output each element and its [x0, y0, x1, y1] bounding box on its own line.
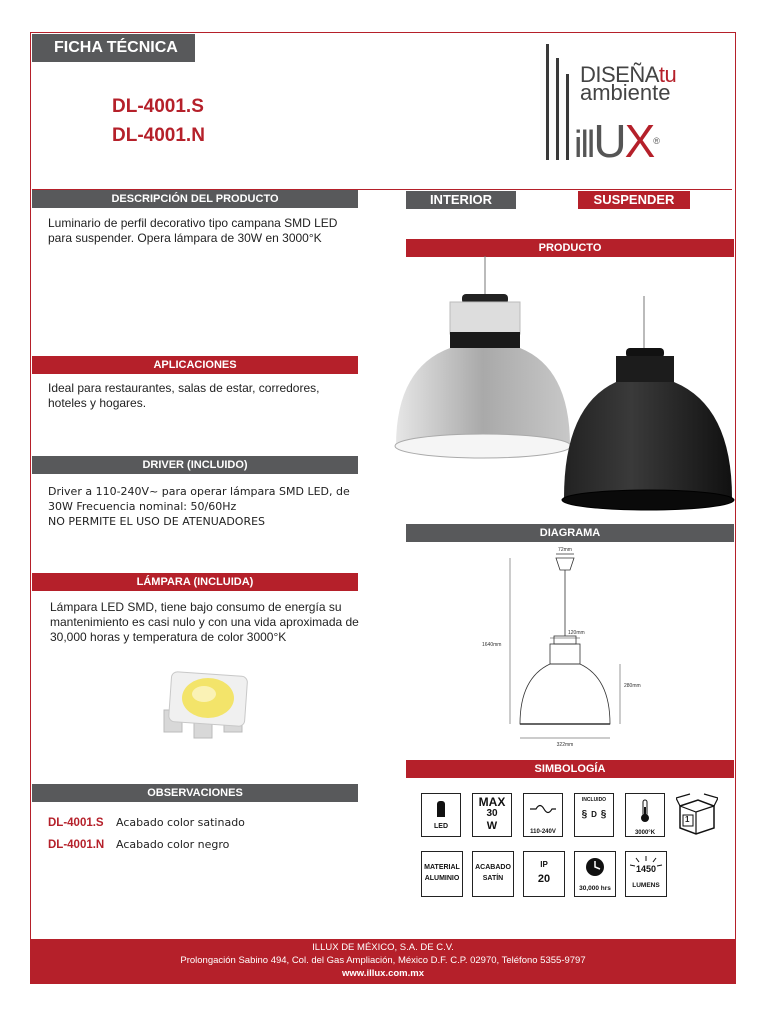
lampara-text: Lámpara LED SMD, tiene bajo consumo de energía su mantenimiento es casi nulo y con una vida aproximada de 30,000 horas y temperatura de color 3000°K	[50, 600, 359, 644]
driver-text: Driver a 110-240V~ para operar lámpara SMD LED, de 30W Frecuencia nominal: 50/60Hz NO PERMITE EL USO DE ATENUADORES	[48, 485, 350, 528]
aplicaciones-header: APLICACIONES	[32, 356, 358, 374]
simbologia-header: SIMBOLOGÍA	[406, 760, 734, 778]
model-titles	[112, 92, 205, 150]
product-pendant-lamps-image	[380, 256, 740, 516]
color-temp-symbol: 3000°K	[625, 793, 665, 837]
footer-company: ILLUX DE MÉXICO, S.A. DE C.V.	[312, 942, 454, 953]
box-quantity-symbol: 1	[676, 792, 718, 838]
ficha-tecnica-label: FICHA TÉCNICA	[32, 34, 195, 62]
footer-website-link[interactable]: www.illux.com.mx	[341, 968, 424, 979]
coil-icon: §	[581, 809, 588, 820]
max-watts-symbol: MAX 30 W	[472, 793, 512, 837]
tag-suspender: SUSPENDER	[578, 191, 690, 209]
dim-total-height: 1640mm	[482, 642, 502, 648]
driver-included-symbol: INCLUIDO § D §	[574, 793, 614, 837]
lifetime-symbol: 30,000 hrs	[574, 851, 616, 897]
logo-tagline-1: DISEÑAtu	[580, 62, 677, 87]
illux-logo	[540, 40, 710, 170]
thermometer-icon	[639, 799, 651, 823]
ac-wave-icon	[528, 800, 558, 818]
footer-address: Prolongación Sabino 494, Col. del Gas Ampliación, México D.F. C.P. 02970, Teléfono 5355-9797	[180, 955, 586, 966]
box-icon	[676, 792, 718, 838]
model-n-title: DL-4001.N	[112, 125, 205, 146]
coil-icon: §	[600, 809, 607, 820]
smd-led-chip-image	[150, 660, 260, 750]
dim-neck-width: 120mm	[568, 630, 585, 636]
footer	[30, 939, 736, 984]
dim-base-width: 322mm	[556, 742, 574, 748]
logo-wordmark: illUX®	[574, 115, 658, 167]
diagrama-header: DIAGRAMA	[406, 524, 734, 542]
model-s-title: DL-4001.S	[112, 96, 204, 117]
ip-rating-symbol: IP 20	[523, 851, 565, 897]
driver-header: DRIVER (INCLUIDO)	[32, 456, 358, 474]
clock-icon	[585, 857, 605, 877]
lumens-symbol: 1450 LUMENS	[625, 851, 667, 897]
material-symbol: MATERIAL ALUMINIO	[421, 851, 463, 897]
led-bulb-icon	[437, 801, 445, 817]
tag-interior: INTERIOR	[406, 191, 516, 209]
led-symbol: LED	[421, 793, 461, 837]
descripcion-header: DESCRIPCIÓN DEL PRODUCTO	[32, 190, 358, 208]
dim-top-width: 72mm	[558, 547, 572, 553]
aplicaciones-text: Ideal para restaurantes, salas de estar, corredores, hoteles y hogares.	[48, 381, 320, 410]
observacion-row: DL-4001.S Acabado color satinado	[48, 816, 245, 829]
finish-symbol: ACABADO SATÍN	[472, 851, 514, 897]
lampara-header: LÁMPARA (INCLUIDA)	[32, 573, 358, 591]
descripcion-text: Luminario de perfil decorativo tipo campana SMD LED para suspender. Opera lámpara de 30W en 3000°K	[48, 216, 338, 245]
observaciones-header: OBSERVACIONES	[32, 784, 358, 802]
dimension-diagram	[470, 544, 660, 754]
voltage-symbol: 110-240V	[523, 793, 563, 837]
producto-header: PRODUCTO	[406, 239, 734, 257]
logo-tagline-2: ambiente	[580, 80, 671, 105]
dim-shade-height: 280mm	[624, 683, 641, 689]
observacion-row: DL-4001.N Acabado color negro	[48, 838, 230, 851]
